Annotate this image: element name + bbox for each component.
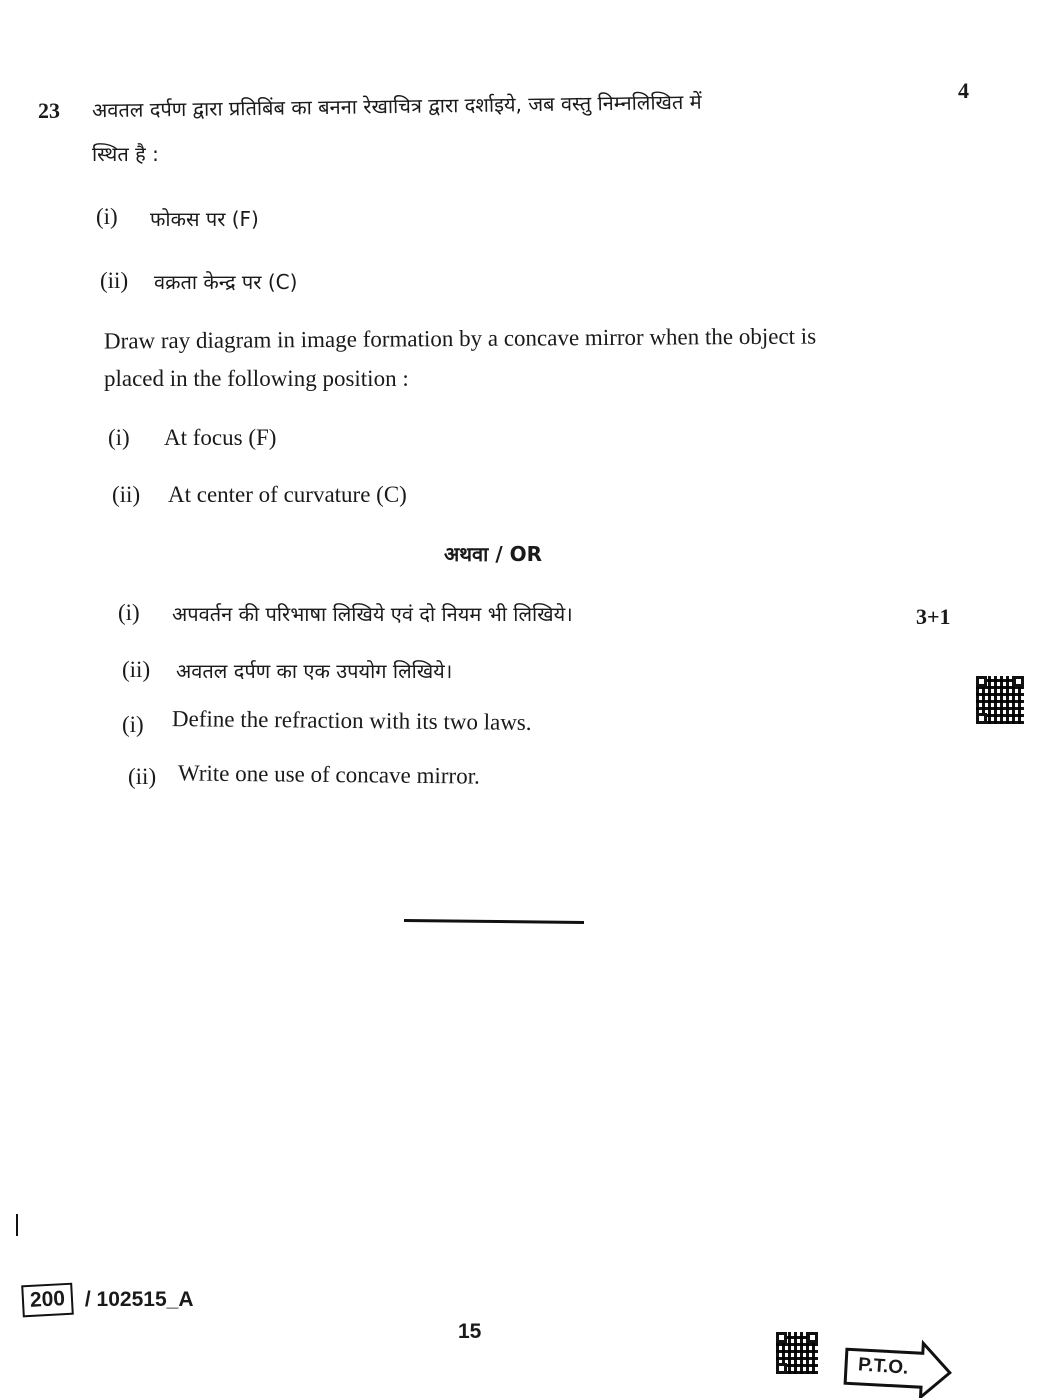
- question-hindi-line1: अवतल दर्पण द्वारा प्रतिबिंब का बनना रेखाचित्र द्वारा दर्शाइये, जब वस्तु निम्नलिखित में: [91, 89, 702, 123]
- alt-english-text-2: Write one use of concave mirror.: [177, 760, 480, 789]
- english-line1: Draw ray diagram in image formation by a concave mirror when the object is: [103, 323, 817, 354]
- hindi-part-text-1: फोकस पर (F): [150, 207, 259, 231]
- hindi-part-label-1: (i): [96, 204, 118, 229]
- alt-english-text-1: Define the refraction with its two laws.: [171, 706, 532, 735]
- boxed-code: 200: [21, 1283, 74, 1318]
- pto-label: P.T.O.: [857, 1354, 910, 1379]
- footer-code: [22, 1284, 193, 1316]
- alt-hindi-text-2: अवतल दर्पण का एक उपयोग लिखिये।: [176, 659, 453, 683]
- or-separator: अथवा / OR: [444, 542, 542, 566]
- alt-english-label-2: (ii): [128, 764, 157, 789]
- question-hindi-line2: स्थित है :: [92, 142, 159, 166]
- alt-english-label-1: (i): [122, 712, 144, 737]
- question-number: 23: [38, 98, 60, 123]
- english-part-text-1: At focus (F): [164, 425, 277, 450]
- hindi-part-label-2: (ii): [100, 268, 129, 293]
- side-qr-code: [976, 676, 1024, 724]
- alt-hindi-text-1: अपवर्तन की परिभाषा लिखिये एवं दो नियम भी लिखिये।: [172, 602, 573, 626]
- english-part-label-2: (ii): [112, 482, 141, 507]
- paper-code: / 102515_A: [84, 1288, 194, 1311]
- page-number: 15: [458, 1320, 482, 1343]
- alt-marks: 3+1: [916, 604, 951, 629]
- english-part-text-2: At center of curvature (C): [168, 482, 407, 507]
- english-line2: placed in the following position :: [104, 366, 409, 391]
- question-marks: 4: [958, 78, 969, 103]
- footer-qr-code: [776, 1332, 818, 1374]
- hindi-part-text-2: वक्रता केन्द्र पर (C): [154, 270, 298, 294]
- alt-hindi-label-1: (i): [118, 600, 140, 625]
- english-part-label-1: (i): [108, 425, 130, 450]
- alt-hindi-label-2: (ii): [122, 657, 151, 682]
- margin-mark: [16, 1214, 18, 1236]
- end-of-paper-rule: [404, 919, 584, 924]
